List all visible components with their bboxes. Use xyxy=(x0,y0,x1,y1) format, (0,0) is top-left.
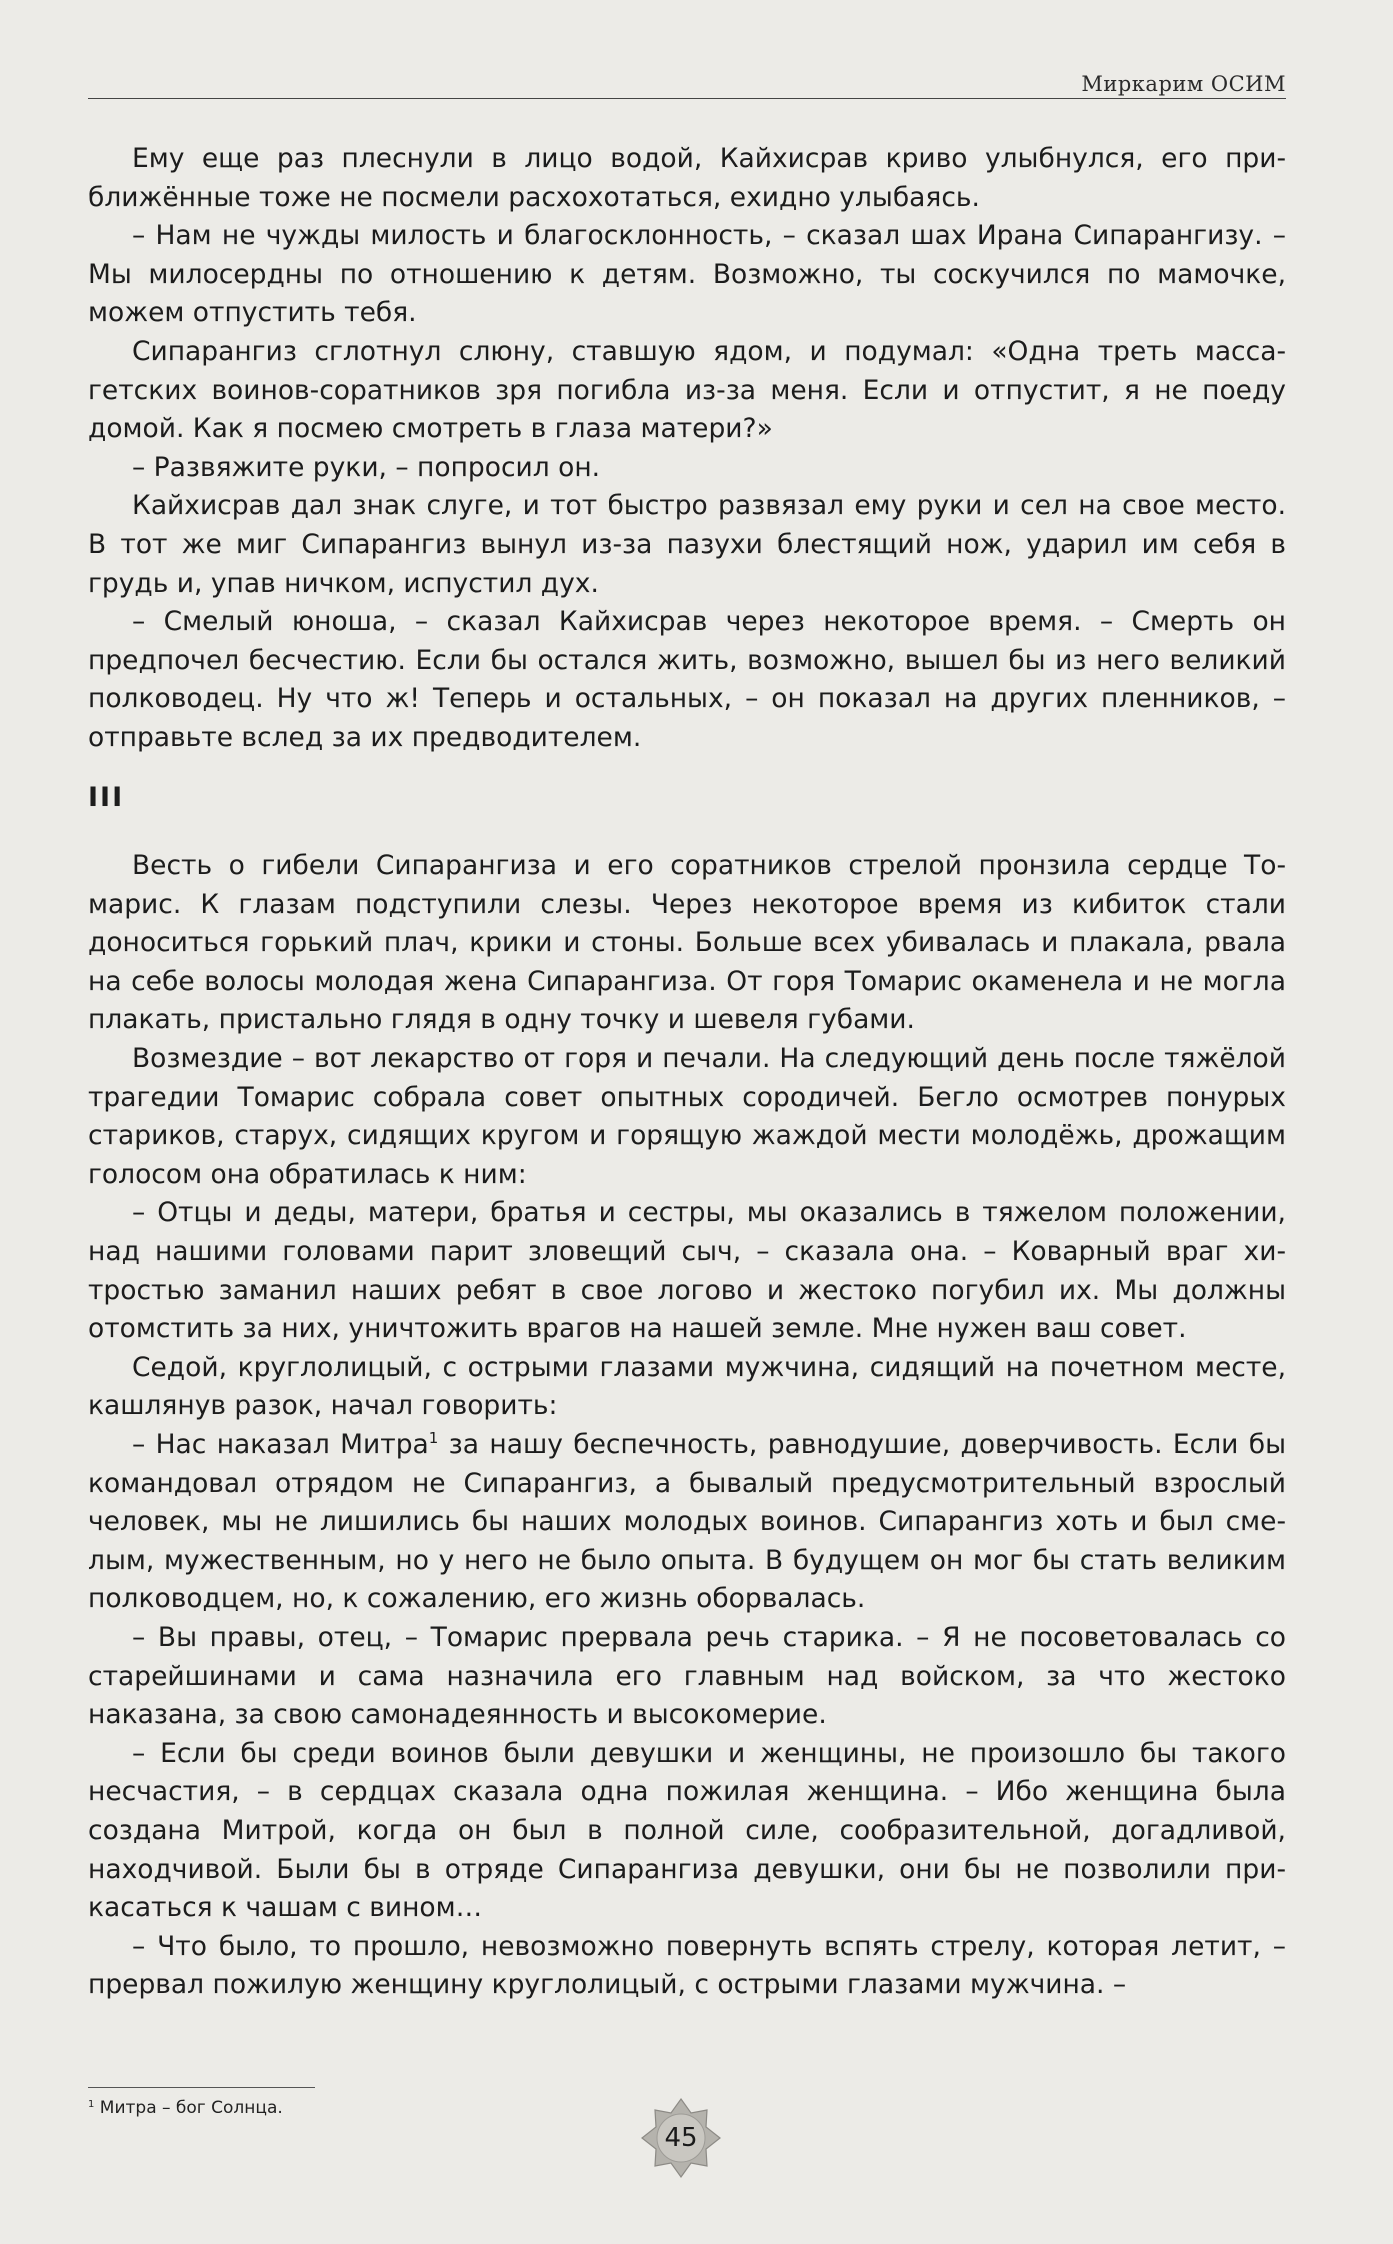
body-text xyxy=(88,140,1286,2005)
paragraph: Кайхисрав дал знак слуге, и тот быстро развязал ему руки и сел на свое место. В тот же миг Сипарангиз вынул из-за пазухи блестящий нож, ударил им себя в грудь и, упав ничком, испустил дух. xyxy=(88,490,1286,599)
paragraph: – Отцы и деды, матери, братья и сестры, мы оказались в тяжелом положении, над нашими головами парит зловещий сыч, – сказала она. – Коварный враг хитростью заманил наших ребят в свое логово и жестоко погубил их. Мы должны отомстить за них, уничтожить врагов на нашей земле. Мне нужен ваш совет. xyxy=(88,1197,1286,1345)
paragraph-text: – Нас наказал Митра xyxy=(132,1429,429,1460)
paragraph: – Смелый юноша, – сказал Кайхисрав через некоторое время. – Смерть он предпочел бесчестию. Если бы остался жить, возможно, вышел бы из него великий полководец. Ну что ж! Теперь и остальных, – он показал на других пленников, – отправьте вслед за их предводителем. xyxy=(88,606,1286,753)
paragraph: – Развяжите руки, – попросил он. xyxy=(132,451,601,483)
paragraph: Ему еще раз плеснули в лицо водой, Кайхисрав криво улыбнулся, его приближённые тоже не посмели расхохотаться, ехидно улыбаясь. xyxy=(88,143,1286,213)
paragraph: Возмездие – вот лекарство от горя и печали. На следующий день после тяжёлой трагедии Томарис собрала совет опытных сородичей. Бегло осмотрев понурых стариков, старух, сидящих кругом и горящую жаждой мести молодёжь, дрожащим голосом она обратилась к ним: xyxy=(88,1043,1286,1190)
footnote-reference[interactable]: 1 xyxy=(428,1429,439,1447)
footnote-mark: 1 xyxy=(88,2099,95,2110)
footnote-text: Митра – бог Солнца. xyxy=(94,2098,283,2118)
page-number: 45 xyxy=(664,2123,698,2153)
paragraph: – Вы правы, отец, – Томарис прервала речь старика. – Я не посоветовалась со старейшинами и сама назначила его главным над войском, за что жестоко наказана, за свою самонадеянность и высокомерие. xyxy=(88,1621,1286,1731)
paragraph: – Нам не чужды милость и благосклонность, – сказал шах Ирана Сипарангизу. – Мы милосердны по отношению к детям. Возможно, ты соскучился по мамочке, можем отпустить тебя. xyxy=(88,220,1286,329)
running-header-author: Миркарим ОСИМ xyxy=(1081,72,1286,96)
footnote-rule xyxy=(88,2087,315,2088)
footnote xyxy=(88,2098,283,2118)
paragraph-text: за нашу беспечность, равнодушие, доверчивость. Если бы командовал отрядом не Сипарангиз, а бывалый предусмотрительный взрослый человек, мы не лишились бы наших молодых воинов. Сипарангиз хоть и был смелым, мужественным, но у него не было опыта. В будущем он мог бы стать великим полководцем, но, к сожалению, его жизнь оборвалась. xyxy=(88,1429,1287,1615)
paragraph: – Если бы среди воинов были девушки и женщины, не произошло бы такого несчастия, – в сердцах сказала одна пожилая женщина. – Ибо женщина была создана Митрой, когда он был в полной силе, сообразительной, догадливой, находчивой. Были бы в отряде Сипарангиза девушки, они бы не позволили прикасаться к чашам с вином… xyxy=(88,1737,1286,1924)
paragraph: – Что было, то прошло, невозможно повернуть вспять стрелу, которая летит, – прервал пожилую женщину круглолицый, с острыми глазами мужчина. – xyxy=(88,1930,1286,2001)
header-rule xyxy=(88,98,1286,99)
paragraph: Седой, круглолицый, с острыми глазами мужчина, сидящий на почетном месте, кашлянув разок, начал говорить: xyxy=(88,1351,1286,1422)
paragraph xyxy=(88,1426,1286,1619)
paragraph: Сипарангиз сглотнул слюну, ставшую ядом, и подумал: «Одна треть массагетских воинов-соратников зря погибла из-за меня. Если и отпустит, я не поеду домой. Как я посмею смотреть в глаза матери?» xyxy=(88,335,1286,445)
page-number-badge xyxy=(640,2097,722,2179)
paragraph: Весть о гибели Сипарангиза и его соратников стрелой пронзила сердце Томарис. К глазам подступили слезы. Через некоторое время из кибиток стали доноситься горький плач, крики и стоны. Больше всех убивалась и плакала, рвала на себе волосы молодая жена Сипарангиза. От горя Томарис окаменела и не могла плакать, пристально глядя в одну точку и шевеля губами. xyxy=(88,850,1286,1036)
section-heading: III xyxy=(88,781,125,813)
